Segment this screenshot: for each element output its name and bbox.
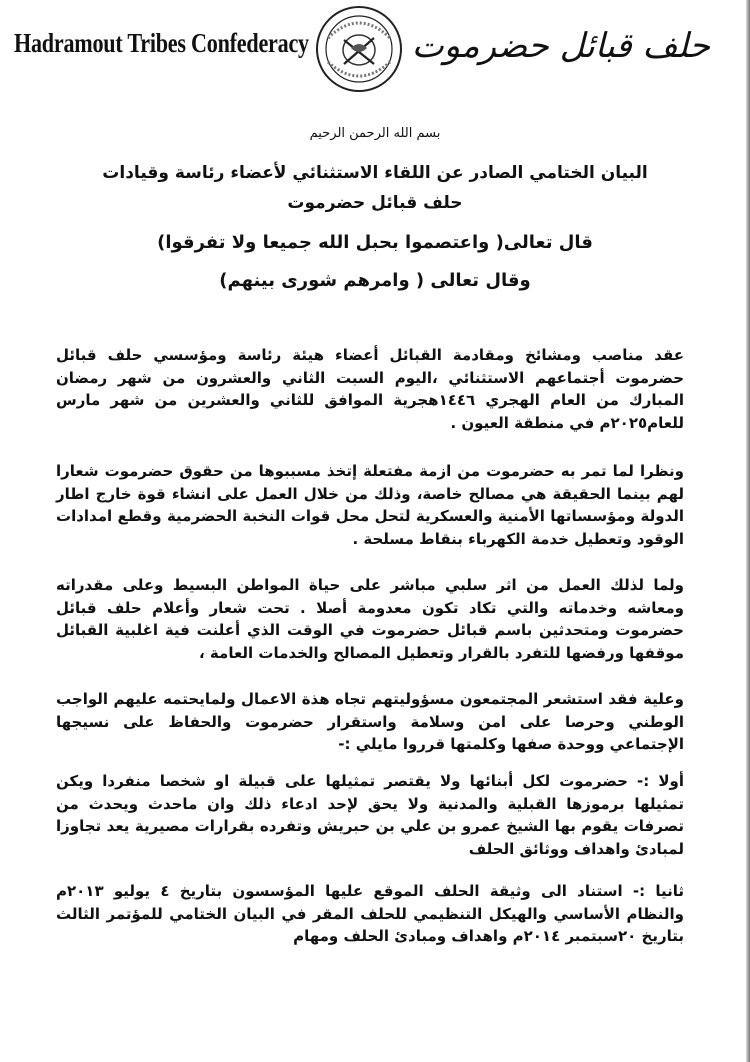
paragraph-meeting: عقد مناصب ومشائخ ومقادمة القبائل أعضاء هيئة رئاسة ومؤسسي حلف قبائل حضرموت أجتماعهم الاستثنائي ،اليوم السبت الثاني والعشرون من شهر رمضان المبارك من العام الهجري ١٤٤٦هجرية الموافق للثاني والعشرين من شهر مارس للعام٢٠٢٥م في منطقة العيون . [56, 346, 684, 432]
arabic-org-name: حلف قبائل حضرموت [411, 26, 710, 66]
title-line-1: البيان الختامي الصادر عن اللقاء الاستثنائي لأعضاء رئاسة وقيادات [102, 163, 648, 183]
statement-title [40, 158, 710, 218]
basmala: بسم الله الرحمن الرحيم [309, 126, 441, 141]
title-line-2: حلف قبائل حضرموت [287, 193, 463, 213]
paragraph-first-decision: أولا :- حضرموت لكل أبنائها ولا يقتصر تمثيلها على قبيلة او شخصا منفردا ويكن تمثيلها برموزها القبلية والمدنية ولا يحق لإحد ادعاء ذلك وان ماحدث ويحدث من تصرفات يقوم بها الشيخ عمرو بن علي بن حبريش وتفرده بقرارات مصيرية يعد تجاوزا لمبادئ واهداف ووثائق الحلف [56, 772, 684, 858]
paragraph-impact: ولما لذلك العمل من اثر سلبي مباشر على حياة المواطن البسيط وعلى مقدراته ومعاشه وخدماته والتي تكاد تكون معدومة أصلا . تحت شعار وأعلام حلف قبائل حضرموت ومتحدثين باسم قبائل حضرموت في الوقت الذي أعلنت فية اغلبية القبائل موقفها ورفضها للتفرد بالقرار وتعطيل المصالح والخدمات العامة ، [56, 576, 684, 662]
quran-verse-1: قال تعالى( واعتصموا بحبل الله جميعا ولا تفرقوا) [157, 232, 593, 253]
quran-verse-2: وقال تعالى ( وامرهم شورى بينهم) [219, 270, 531, 291]
paragraph-second-decision: ثانيا :- استناد الى وثيقة الحلف الموقع عليها المؤسسون بتاريخ ٤ يوليو ٢٠١٣م والنظام الأساسي والهيكل التنظيمي للحلف المقر في البيان الختامي للمؤتمر الثالث بتاريخ ٢٠سبتمبر ٢٠١٤م واهداف ومبادئ الحلف ومهام [56, 882, 685, 945]
paragraph-resolution: وعلية فقد استشعر المجتمعون مسؤوليتهم تجاه هذة الاعمال ولمايحتمه عليهم الواجب الوطني وحرصا على امن وسلامة واستقرار حضرموت والحفاظ على نسيجها الإجتماعي ووحدة صفها وكلمتها قرروا مايلي :- [56, 690, 684, 753]
paragraph-crisis: ونظرا لما تمر به حضرموت من ازمة مفتعلة إتخذ مسببوها من حقوق حضرموت شعارا لهم بينما الحقيقة هي مصالح خاصة، وذلك من خلال العمل على انشاء قوة خارج اطار الدولة ومؤسساتها الأمنية والعسكرية لتحل محل قوات النخبة الحضرمية وقطع امدادات الوقود وتعطيل خدمة الكهرباء بنقاط مسلحة . [56, 462, 684, 548]
english-org-name: Hadramout Tribes Confederacy [14, 28, 309, 58]
